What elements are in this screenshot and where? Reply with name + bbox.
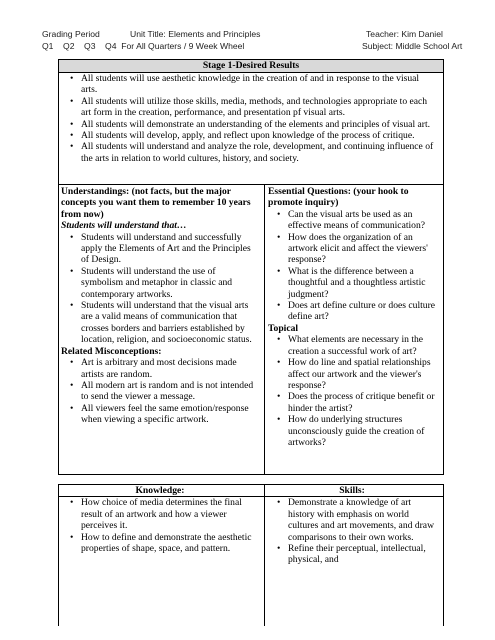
knowledge-item: • How to define and demonstrate the aesthetic properties of shape, space, and pattern.	[61, 532, 259, 555]
questions-column	[268, 186, 436, 448]
result-item: • All students will utilize those skills, media, methods, and technologies appropriate to each art form in the creation, performance, and presentation pf visual arts.	[61, 96, 435, 119]
misconception-item: • All modern art is random and is not intended to send the viewer a message.	[61, 380, 259, 403]
knowledge-item: • How choice of media determines the final result of an artwork and how a viewer perceives it.	[61, 497, 259, 531]
grading-period: Grading Period	[42, 29, 100, 39]
stage1-title: Stage 1-Desired Results	[59, 60, 443, 73]
result-item: • All students will use aesthetic knowledge in the creation of and in response to the visual arts.	[61, 73, 435, 96]
topical-question: • How do underlying structures unconsciously guide the creation of artworks?	[268, 414, 436, 448]
teacher-name: Teacher: Kim Daniel	[366, 29, 443, 39]
result-item: • All students will understand and analyze the role, development, and continuing influence of the arts in relation to world cultures, history, and society.	[61, 141, 435, 164]
skills-column	[268, 485, 436, 566]
misconceptions-list	[61, 357, 259, 425]
understandings-heading: Understandings: (not facts, but the major concepts you want them to remember 10 years from now)	[61, 186, 251, 220]
topical-question: • What elements are necessary in the creation a successful work of art?	[268, 334, 436, 357]
knowledge-column	[61, 485, 259, 554]
essential-question: • Does art define culture or does culture define art?	[268, 300, 436, 323]
knowledge-list	[61, 497, 259, 554]
understandings-column	[61, 186, 259, 426]
understandings-list	[61, 232, 259, 346]
essential-question: • What is the difference between a thoughtful and a thoughtless artistic judgment?	[268, 266, 436, 300]
essential-questions-list	[268, 209, 436, 323]
topical-questions-list	[268, 334, 436, 448]
essential-question: • How does the organization of an artwork elicit and affect the viewers' response?	[268, 232, 436, 266]
results-list	[61, 73, 435, 164]
quarters-line: Q1 Q2 Q3 Q4 For All Quarters / 9 Week Wheel	[42, 41, 245, 51]
knowledge-heading: Knowledge:	[135, 485, 185, 496]
understanding-item: • Students will understand and successfully apply the Elements of Art and the Principles of Design.	[61, 232, 259, 266]
result-item: • All students will demonstrate an understanding of the elements and principles of visual art.	[61, 119, 435, 130]
result-item: • All students will develop, apply, and reflect upon knowledge of the process of critique.	[61, 130, 435, 141]
subject-line: Subject: Middle School Art	[362, 41, 463, 51]
skills-heading: Skills:	[339, 485, 365, 496]
understanding-item: • Students will understand that the visual arts are a valid means of communication that crosses borders and barriers established by location, religion, and socioeconomic status.	[61, 300, 259, 346]
skill-item: • Refine their perceptual, intellectual, physical, and	[268, 543, 436, 566]
column-divider	[264, 485, 265, 626]
skill-item: • Demonstrate a knowledge of art history with emphasis on world cultures and art movements, and draw comparisons to their own works.	[268, 497, 436, 543]
skills-list	[268, 497, 436, 565]
misconception-item: • Art is arbitrary and most decisions made artists are random.	[61, 357, 259, 380]
knowledge-skills-box	[58, 484, 444, 626]
unit-title: Unit Title: Elements and Principles	[130, 29, 261, 39]
misconceptions-heading: Related Misconceptions:	[61, 345, 162, 357]
essential-questions-heading: Essential Questions: (your hook to promote inquiry)	[268, 186, 409, 209]
column-divider	[264, 185, 265, 474]
understandings-subheading: Students will understand that…	[61, 220, 187, 232]
topical-question: • How do line and spatial relationships affect our artwork and the viewer's response?	[268, 357, 436, 391]
essential-question: • Can the visual arts be used as an effective means of communication?	[268, 209, 436, 232]
topical-question: • Does the process of critique benefit or hinder the artist?	[268, 391, 436, 414]
stage1-results-box	[58, 59, 444, 185]
understanding-item: • Students will understand the use of symbolism and metaphor in classic and contemporary artworks.	[61, 266, 259, 300]
topical-heading: Topical	[268, 322, 299, 334]
misconception-item: • All viewers feel the same emotion/response when viewing a specific artwork.	[61, 403, 259, 426]
understandings-questions-box	[58, 184, 444, 475]
